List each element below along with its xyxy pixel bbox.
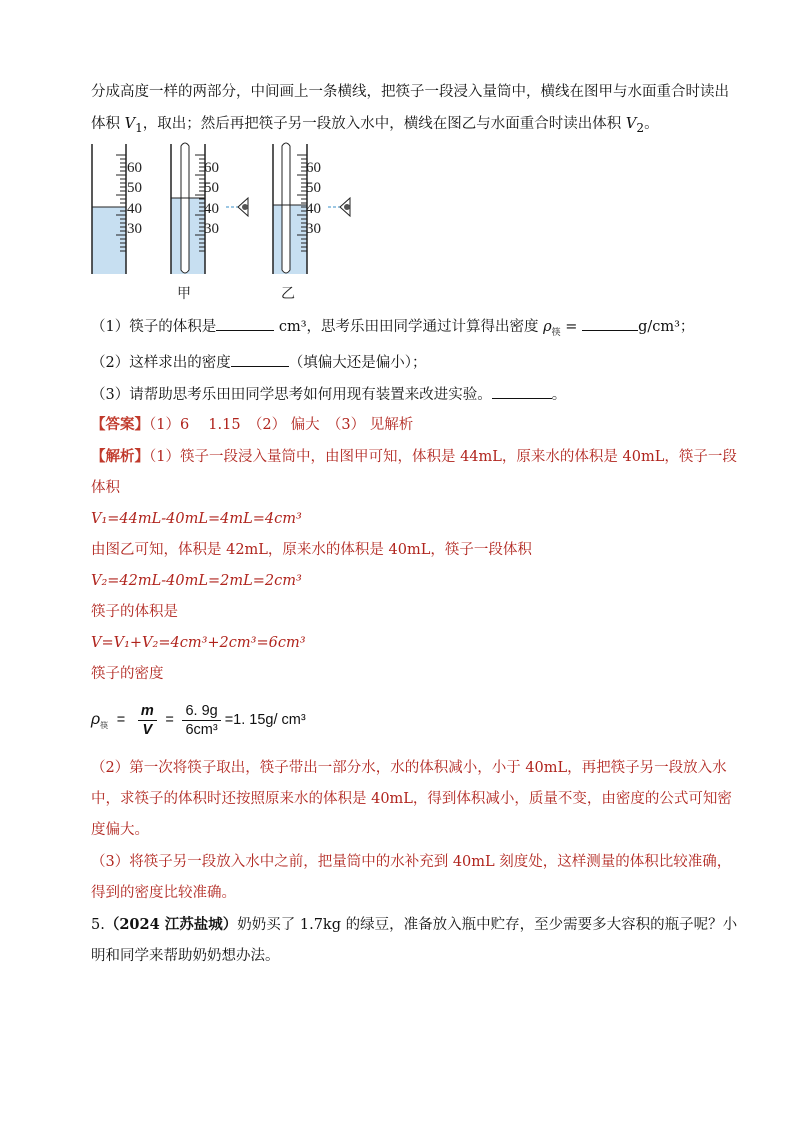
svg-text:30: 30 [306, 221, 321, 237]
answer-blank-4 [492, 384, 552, 399]
scale-50-a: 50 [127, 180, 142, 196]
eye-icon [238, 198, 248, 216]
scale-30-a: 30 [127, 221, 142, 237]
svg-text:30: 30 [204, 221, 219, 237]
analysis-p6: （3）将筷子另一段放入水中之前，把量筒中的水补充到 40mL 刻度处，这样测量的体积比较准确， [91, 854, 732, 870]
analysis-p2: 由图乙可知，体积是 42mL，原来水的体积是 40mL，筷子一段体积 [91, 542, 532, 558]
analysis-eq3: V=V₁+V₂=4cm³+2cm³=6cm³ [91, 635, 306, 651]
question-2: （2）这样求出的密度 （填偏大还是偏小）； [91, 352, 426, 373]
cylinder-figure [88, 140, 388, 314]
fraction-values: $\frac{6. 9g}{\text{6cm³}}$ [182, 702, 220, 739]
analysis-p5b: 中，求筷子的体积时还按照原来水的体积是 40mL，得到体积减小，质量不变，由密度的公式可知密 [91, 791, 732, 807]
intro-line-1: 分成高度一样的两部分，中间画上一条横线，把筷子一段浸入量筒中，横线在图甲与水面重合时读出 [91, 84, 729, 100]
chopstick-b [282, 143, 290, 273]
eye-icon [340, 198, 350, 216]
analysis-p3: 筷子的体积是 [91, 604, 178, 620]
answer-blank-1 [216, 316, 274, 331]
answer-blank-2 [582, 316, 638, 331]
analysis-p5c: 度偏大。 [91, 822, 149, 838]
label-jia: 甲 [177, 286, 191, 302]
analysis-p1b: 体积 [91, 480, 120, 496]
svg-text:40: 40 [306, 201, 321, 217]
svg-text:50: 50 [204, 180, 219, 196]
analysis-p5: （2）第一次将筷子取出，筷子带出一部分水，水的体积减小，小于 40mL，再把筷子另一段放入水 [91, 760, 727, 776]
water-1 [92, 207, 126, 274]
question-1: （1）筷子的体积是 cm³，思考乐田田同学通过计算得出密度 $\rho_筷 = g/cm^3$； [91, 316, 694, 343]
analysis-p4: 筷子的密度 [91, 666, 164, 682]
analysis-eq2: V₂=42mL-40mL=2mL=2cm³ [91, 573, 302, 589]
cylinder-diagram [88, 140, 388, 310]
scale-40-a: 40 [127, 201, 142, 217]
intro-line-2: 体积 $V_1$，取出；然后再把筷子另一段放入水中，横线在图乙与水面重合时读出体积 $V_2$。 [91, 116, 659, 135]
analysis-eq1: V₁=44mL-40mL=4mL=4cm³ [91, 511, 302, 527]
question-3: （3）请帮助思考乐田田同学思考如何用现有装置来改进实验。 。 [91, 384, 566, 405]
answer-line: 【答案】（1）6 1.15 （2） 偏大 （3） 见解析 [91, 416, 414, 433]
answer-blank-3 [231, 352, 289, 367]
question-5-line-2: 明和同学来帮助奶奶想办法。 [91, 948, 280, 964]
svg-text:40: 40 [204, 201, 219, 217]
svg-text:60: 60 [306, 160, 321, 176]
analysis-p6b: 得到的密度比较准确。 [91, 885, 236, 901]
chopstick-a [181, 143, 189, 273]
density-formula: $\rho_筷$ = $\frac{m}{V}$ = $\frac{6. 9g}{\text{6cm³}}$ =1. 15g/ cm³ [91, 702, 306, 738]
analysis-p1: 【解析】（1）筷子一段浸入量筒中，由图甲可知，体积是 44mL，原来水的体积是 40mL，筷子一段 [91, 448, 737, 465]
svg-text:60: 60 [204, 160, 219, 176]
scale-60-a: 60 [127, 160, 142, 176]
question-5: 5.（2024 江苏盐城）奶奶买了 1.7kg 的绿豆，准备放入瓶中贮存，至少需要多大容积的瓶子呢？小 [91, 916, 738, 933]
svg-text:50: 50 [306, 180, 321, 196]
label-yi: 乙 [281, 286, 295, 302]
fraction-m-over-v: $\frac{m}{V}$ [138, 702, 157, 739]
